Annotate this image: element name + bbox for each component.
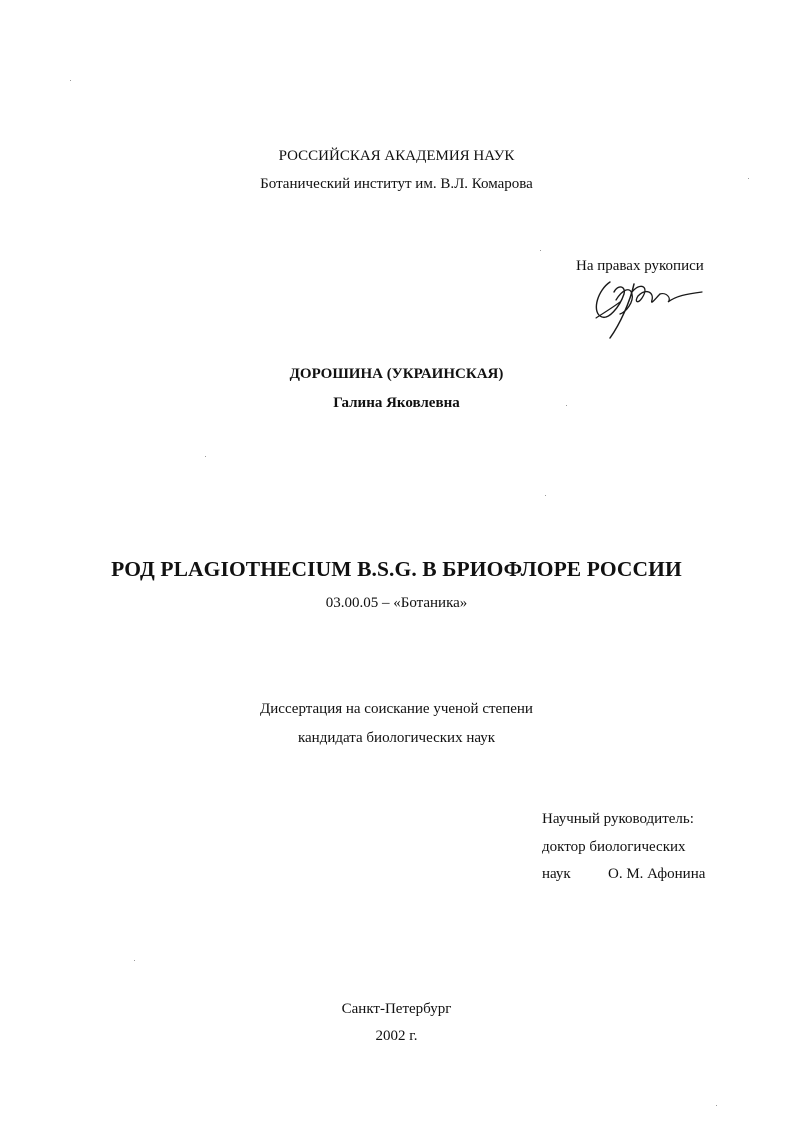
thesis-title: РОД PLAGIOTHECIUM B.S.G. В БРИОФЛОРЕ РОССИИ — [111, 557, 682, 581]
scan-speck — [716, 1105, 717, 1106]
supervisor-degree-line-2: наук — [542, 866, 571, 882]
scan-speck — [205, 456, 206, 457]
city: Санкт-Петербург — [341, 1001, 452, 1017]
institute-name: Ботанический институт им. В.Л. Комарова — [260, 176, 533, 192]
author-surname: ДОРОШИНА (УКРАИНСКАЯ) — [289, 366, 504, 382]
scan-speck — [566, 405, 567, 406]
year: 2002 г. — [375, 1028, 418, 1044]
rights-note: На правах рукописи — [576, 258, 704, 274]
scan-speck — [748, 178, 749, 179]
degree-line-2: кандидата биологических наук — [297, 730, 496, 746]
author-given-names: Галина Яковлевна — [333, 395, 460, 411]
supervisor-label: Научный руководитель: — [542, 811, 694, 827]
degree-line-1: Диссертация на соискание ученой степени — [260, 701, 533, 717]
signature-icon — [590, 272, 705, 344]
scan-speck — [545, 495, 546, 496]
organization-name: РОССИЙСКАЯ АКАДЕМИЯ НАУК — [278, 148, 515, 164]
scan-speck — [134, 960, 135, 961]
supervisor-name: О. М. Афонина — [608, 866, 706, 882]
scan-speck — [540, 250, 541, 251]
supervisor-degree-line-1: доктор биологических — [542, 839, 686, 855]
scan-speck — [70, 80, 71, 81]
thesis-specialty: 03.00.05 – «Ботаника» — [325, 595, 468, 611]
